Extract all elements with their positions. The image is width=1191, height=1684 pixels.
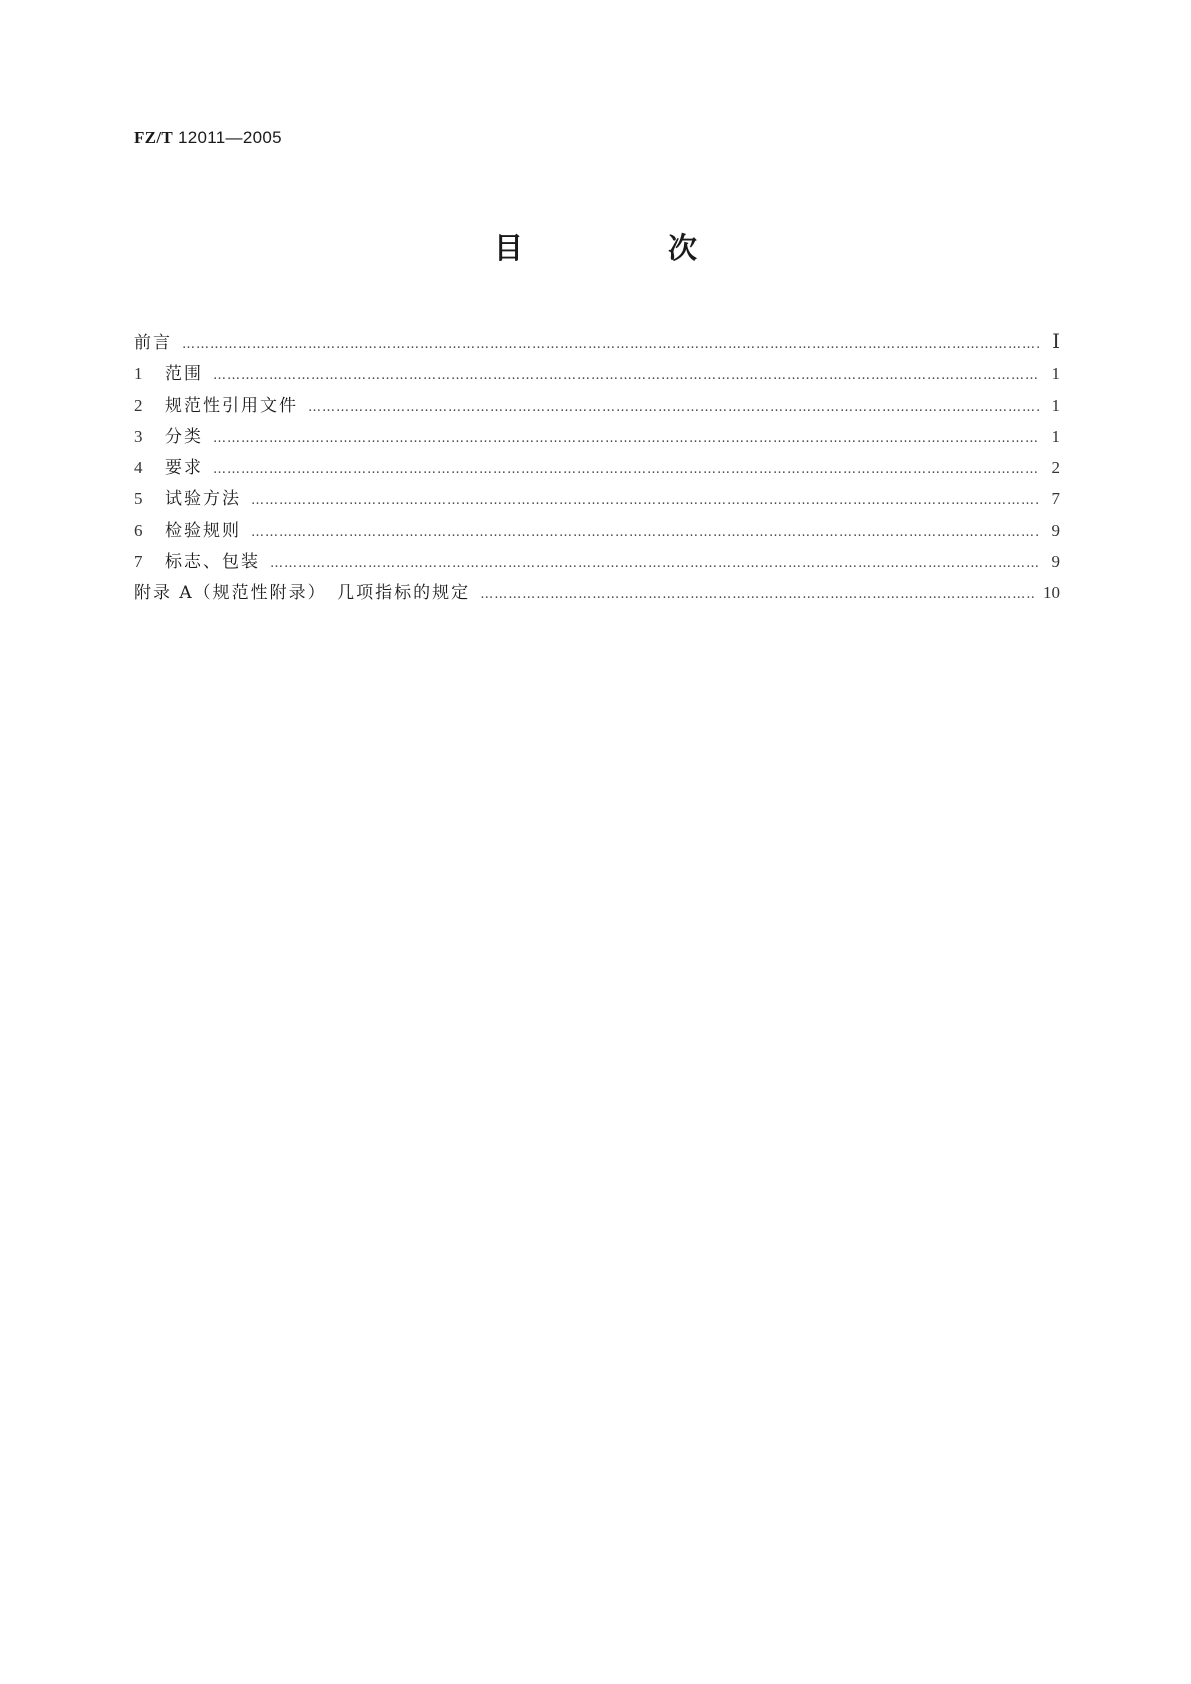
toc-dot-leader [213, 368, 1040, 383]
toc-entry-label: 前言 [134, 333, 172, 353]
toc-entry-number: 3 [134, 426, 143, 446]
toc-dot-leader [480, 587, 1035, 602]
toc-entry-label: 要求 [165, 458, 203, 479]
toc-dot-leader [308, 400, 1040, 415]
toc-entry-number: 4 [134, 458, 143, 478]
toc-entry-marking-packaging[interactable] [134, 547, 1060, 578]
toc-dot-leader [213, 431, 1040, 446]
toc-entry-page: 7 [1051, 489, 1060, 509]
toc-entry-annex-a[interactable] [134, 578, 1060, 609]
toc-entry-page: 2 [1051, 458, 1060, 478]
toc-entry-foreword[interactable] [134, 328, 1060, 359]
toc-entry-inspection-rules[interactable] [134, 516, 1060, 547]
toc-dot-leader [251, 525, 1040, 540]
toc-entry-label: 分类 [165, 426, 203, 447]
toc-entry-page: 9 [1051, 520, 1060, 540]
toc-entry-page: Ⅰ [1052, 331, 1060, 353]
toc-entry-label: 附录 A（规范性附录） 几项指标的规定 [134, 583, 471, 604]
toc-entry-page: 10 [1043, 583, 1060, 603]
toc-entry-label: 标志、包装 [165, 552, 260, 573]
toc-dot-leader [251, 493, 1040, 508]
toc-entry-page: 1 [1051, 364, 1060, 384]
toc-entry-number: 6 [134, 520, 143, 540]
toc-entry-page: 1 [1051, 395, 1060, 415]
toc-entry-label: 规范性引用文件 [165, 395, 298, 416]
toc-entry-test-methods[interactable] [134, 484, 1060, 515]
toc-entry-number: 5 [134, 489, 143, 509]
toc-entry-page: 9 [1051, 552, 1060, 572]
toc-dot-leader [270, 556, 1040, 571]
standard-code-number: 12011—2005 [173, 128, 282, 147]
toc-entry-label: 试验方法 [165, 489, 241, 510]
toc-dot-leader [213, 462, 1040, 477]
table-of-contents [134, 328, 1060, 610]
toc-entry-label: 范围 [165, 364, 203, 385]
standard-code-prefix: FZ/T [134, 128, 173, 147]
toc-dot-leader [182, 337, 1040, 352]
toc-entry-classification[interactable] [134, 422, 1060, 453]
toc-entry-label: 检验规则 [165, 520, 241, 541]
toc-entry-scope[interactable] [134, 359, 1060, 390]
toc-entry-requirements[interactable] [134, 453, 1060, 484]
page-title: 目 次 [493, 231, 755, 265]
toc-entry-number: 1 [134, 364, 143, 384]
standard-code [134, 128, 282, 148]
toc-entry-number: 2 [134, 395, 143, 415]
toc-entry-page: 1 [1051, 426, 1060, 446]
toc-entry-normative-references[interactable] [134, 391, 1060, 422]
toc-entry-number: 7 [134, 552, 143, 572]
